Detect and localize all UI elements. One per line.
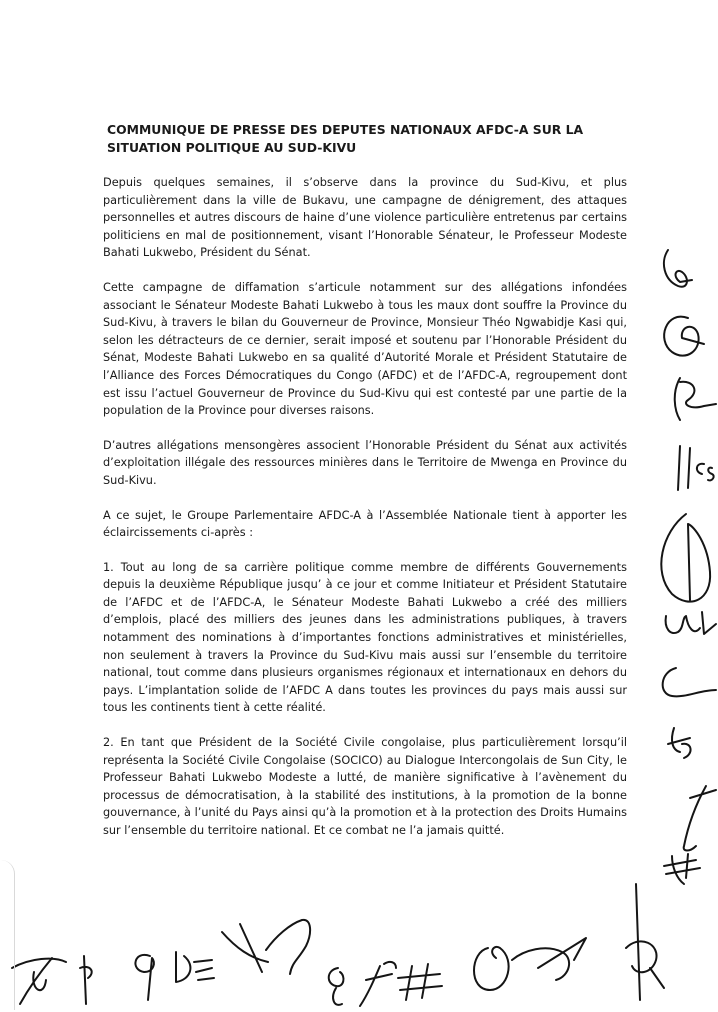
- paragraph-allegations: D’autres allégations mensongères associent l’Honorable Président du Sénat aux activités d’exploitation illégale des ressources minières dans le Territoire de Mwenga en Province du Sud-Kivu.: [103, 438, 627, 487]
- initial-mark: [663, 668, 716, 696]
- paragraph-clarifications-intro: A ce sujet, le Groupe Parlementaire AFDC-A à l’Assemblée Nationale tient à apporter les éclaircissements ci-après :: [103, 508, 627, 540]
- margin-initials: [626, 250, 716, 1000]
- initial-mark: [668, 728, 691, 758]
- paragraph-point-1: 1. Tout au long de sa carrière politique comme membre de différents Gouvernements depuis la deuxième République jusqu’ à ce jour et comme Initiateur et Président Statutaire de l’AFDC et de l’AFDC-A, le Sénateur Modeste Bahati Lukwebo a créé des milliers d’emplois, placé des milliers des jeunes dans les administrations publiques, à travers notamment des nominations à d’importantes fonctions administratives et ministérielles, non seulement à travers la Province du Sud-Kivu mais aussi sur l’ensemble du territoire national, tout comme dans plusieurs organismes régionaux et internationaux en dehors du pays. L’implantation solide de l’AFDC A dans toutes les provinces du pays mais aussi sur tous les continents tient à cette réalité.: [103, 560, 627, 715]
- initial-mark: [135, 955, 153, 1000]
- paragraph-defamation: Cette campagne de diffamation s’articule notamment sur des allégations infondées associant le Sénateur Modeste Bahati Lukwebo à tous les maux dont souffre la Province du Sud-Kivu, à travers le bilan du Gouverneur de Province, Monsieur Théo Ngwabidje Kasi qui, selon les détracteurs de ce dernier, serait imposé et soutenu par l’Honorable Président du Sénat, Modeste Bahati Lukwebo en sa qualité d’Autorité Morale et Président Statutaire de l’Alliance des Forces Démocratiques du Congo (AFDC) et de l’AFDC-A, regroupement dont est issu l’actuel Gouverneur de Province du Sud-Kivu qui est contesté par une partie de la population de la Province pour diverses raisons.: [103, 280, 627, 418]
- initial-mark: [684, 786, 716, 851]
- initial-mark: [80, 956, 92, 1004]
- initial-mark: [329, 968, 344, 1005]
- initial-mark: [678, 446, 714, 490]
- initial-mark: [661, 514, 710, 602]
- initial-mark: [664, 317, 704, 356]
- initial-mark: [664, 854, 700, 884]
- paragraph-intro: Depuis quelques semaines, il s’observe dans la province du Sud-Kivu, et plus particulièrement dans la ville de Bukavu, une campagne de dénigrement, des attaques personnelles et autres discours de haine d’une violence particulière entretenus par certains politiciens en mal de positionnement, visant l’Honorable Sénateur, le Professeur Modeste Bahati Lukwebo, Président du Sénat.: [103, 176, 627, 260]
- document-title: COMMUNIQUE DE PRESSE DES DEPUTES NATIONAUX AFDC-A SUR LA SITUATION POLITIQUE AU SUD-KIVU: [107, 122, 584, 155]
- initial-mark: [398, 964, 442, 1000]
- initial-mark: [222, 920, 310, 974]
- initial-mark: [626, 884, 664, 1000]
- scan-edge-shadow: [0, 860, 15, 1010]
- initial-mark: [675, 378, 716, 420]
- initial-mark: [360, 962, 396, 1006]
- initial-mark: [176, 952, 214, 982]
- initial-mark: [664, 250, 692, 287]
- initial-mark: [12, 958, 66, 1004]
- paragraph-point-2: 2. En tant que Président de la Société Civile congolaise, plus particulièrement lorsqu’il représenta la Société Civile Congolaise (SOCICO) au Dialogue Intercongolais de Sun City, le Professeur Bahati Lukwebo Modeste a lutté, de manière significative à l’avènement du processus de démocratisation, à la stabilité des institutions, à la promotion de la bonne gouvernance, à l’unité du Pays ainsi qu’à la promotion et à la protection des Droits Humains sur l’ensemble du territoire national. Et ce combat ne l’a jamais quitté.: [103, 736, 627, 837]
- bottom-initials: [12, 920, 586, 1006]
- initial-mark: [666, 612, 716, 634]
- initial-mark: [474, 938, 586, 990]
